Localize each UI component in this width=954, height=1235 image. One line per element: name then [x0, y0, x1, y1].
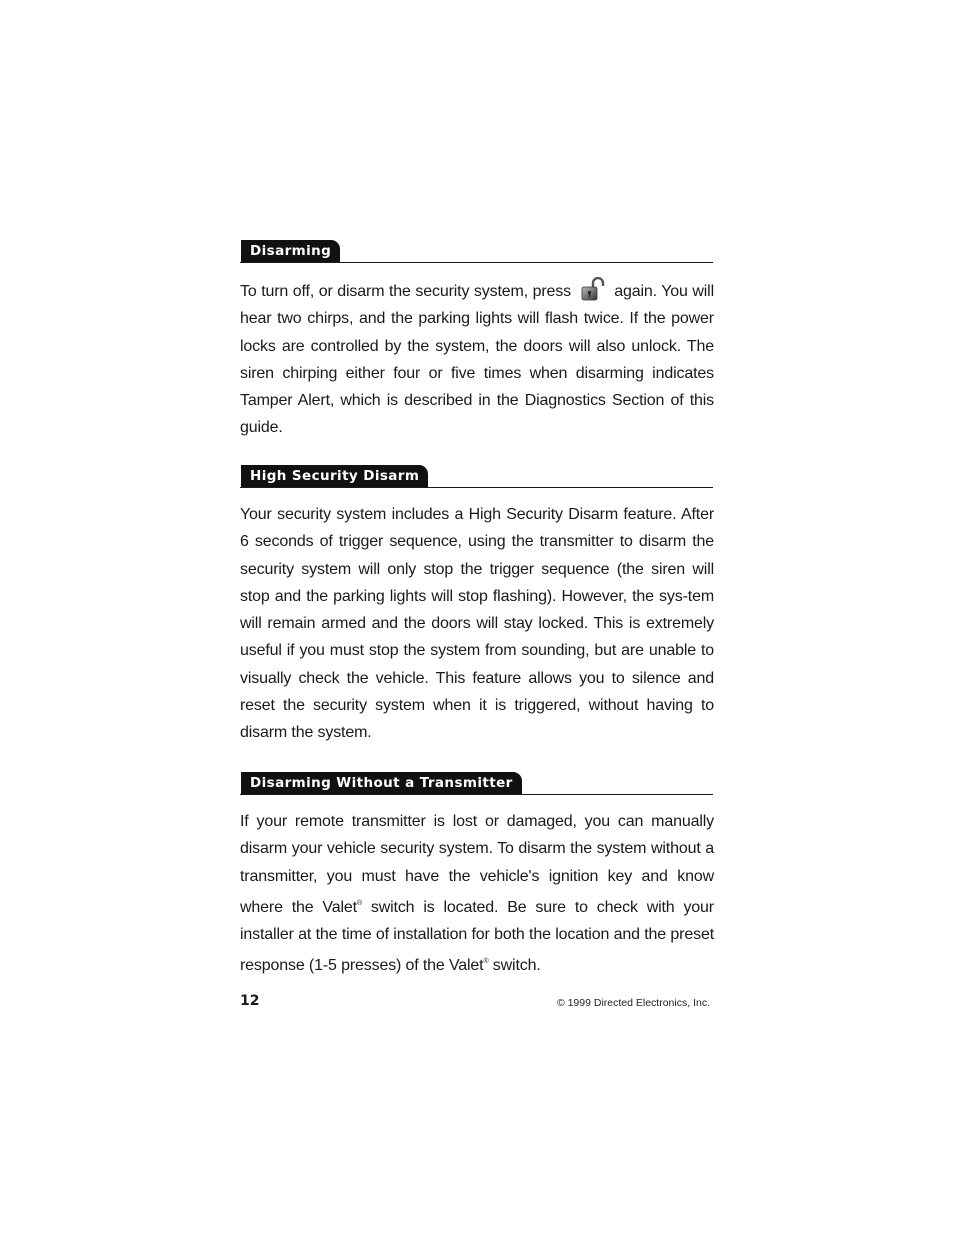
registered-mark: ® [483, 958, 489, 966]
section-heading-high-security-disarm [240, 465, 713, 488]
copyright-notice: © 1999 Directed Electronics, Inc. [556, 997, 710, 1009]
heading-tab: Disarming Without a Transmitter [241, 772, 522, 794]
disarming-text-start: To turn off, or disarm the security system, press [240, 283, 571, 300]
page-number: 12 [240, 993, 260, 1009]
section-heading-disarming [240, 240, 713, 263]
no-transmitter-paragraph [240, 808, 714, 980]
no-transmitter-text-3: switch. [488, 957, 541, 975]
section-heading-disarming-without-transmitter [240, 772, 713, 795]
disarming-text-end: again. You will hear two chirps, and the parking lights will flash twice. If the power locks are controlled by the system, the doors will also unlock. The siren chirping either four or five times when disarming indicates Tamper Alert, which is described in the Diagnostics Section of this guide. [240, 283, 714, 437]
disarming-paragraph [240, 277, 714, 442]
unlock-icon [580, 277, 606, 301]
high-security-paragraph: Your security system includes a High Security Disarm feature. After 6 seconds of trigger sequence, using the transmitter to disarm the security system will only stop the trigger sequence (the siren will stop and the parking lights will stop flashing). However, the sys-tem will remain armed and the doors will stay locked. This is extremely useful if you must stop the system from sounding, but are unable to visually check the vehicle. This feature allows you to silence and reset the security system when it is triggered, without having to disarm the system. [240, 506, 714, 742]
no-transmitter-text-2: switch is located. Be sure to check with your installer at the time of installation for both the location and the preset response (1-5 presses) of the Valet [240, 898, 714, 975]
registered-mark: ® [356, 899, 362, 907]
heading-tab: Disarming [241, 240, 340, 262]
no-transmitter-text-1: If your remote transmitter is lost or damaged, you can manually disarm your vehicle security system. To disarm the system without a transmitter, you must have the vehicle's ignition key and know where the Valet [240, 813, 714, 916]
heading-tab: High Security Disarm [241, 465, 428, 487]
